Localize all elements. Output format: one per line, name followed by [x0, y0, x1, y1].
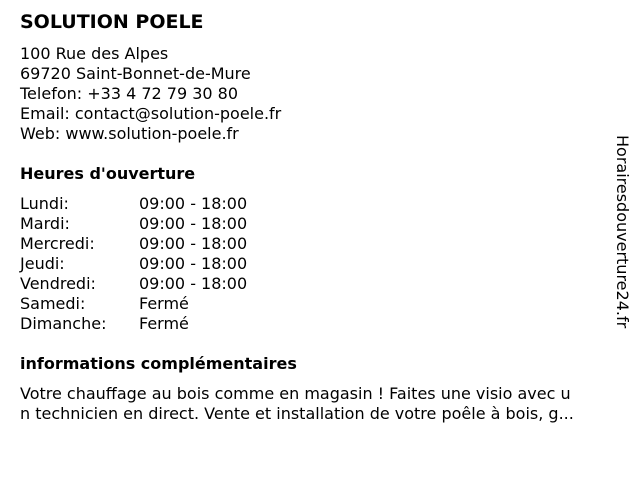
day-hours: Fermé — [139, 294, 189, 313]
day-hours: Fermé — [139, 314, 189, 333]
day-label: Mercredi: — [20, 234, 95, 253]
city-line: 69720 Saint-Bonnet-de-Mure — [20, 64, 251, 83]
day-hours: 09:00 - 18:00 — [139, 274, 248, 293]
day-label: Mardi: — [20, 214, 70, 233]
day-label: Samedi: — [20, 294, 86, 313]
description-line-2: n technicien en direct. Vente et installation de votre poêle à bois, g... — [20, 404, 574, 423]
description-line-1: Votre chauffage au bois comme en magasin ! Faites une visio avec u — [20, 384, 571, 403]
day-hours: 09:00 - 18:00 — [139, 194, 248, 213]
email-line: Email: contact@solution-poele.fr — [20, 104, 282, 123]
phone-line: Telefon: +33 4 72 79 30 80 — [20, 84, 239, 103]
day-label: Vendredi: — [20, 274, 96, 293]
day-label: Lundi: — [20, 194, 69, 213]
day-label: Dimanche: — [20, 314, 107, 333]
business-name: SOLUTION POELE — [20, 11, 204, 33]
day-hours: 09:00 - 18:00 — [139, 254, 248, 273]
street-line: 100 Rue des Alpes — [20, 44, 169, 63]
day-label: Jeudi: — [20, 254, 65, 273]
business-address — [20, 44, 281, 144]
hours-heading: Heures d'ouverture — [20, 164, 196, 183]
business-description — [20, 384, 626, 424]
side-brand-watermark: Horairesdouverture24.fr — [613, 135, 632, 329]
day-hours: 09:00 - 18:00 — [139, 214, 248, 233]
info-heading: informations complémentaires — [20, 354, 297, 373]
web-line: Web: www.solution-poele.fr — [20, 124, 239, 143]
day-hours: 09:00 - 18:00 — [139, 234, 248, 253]
